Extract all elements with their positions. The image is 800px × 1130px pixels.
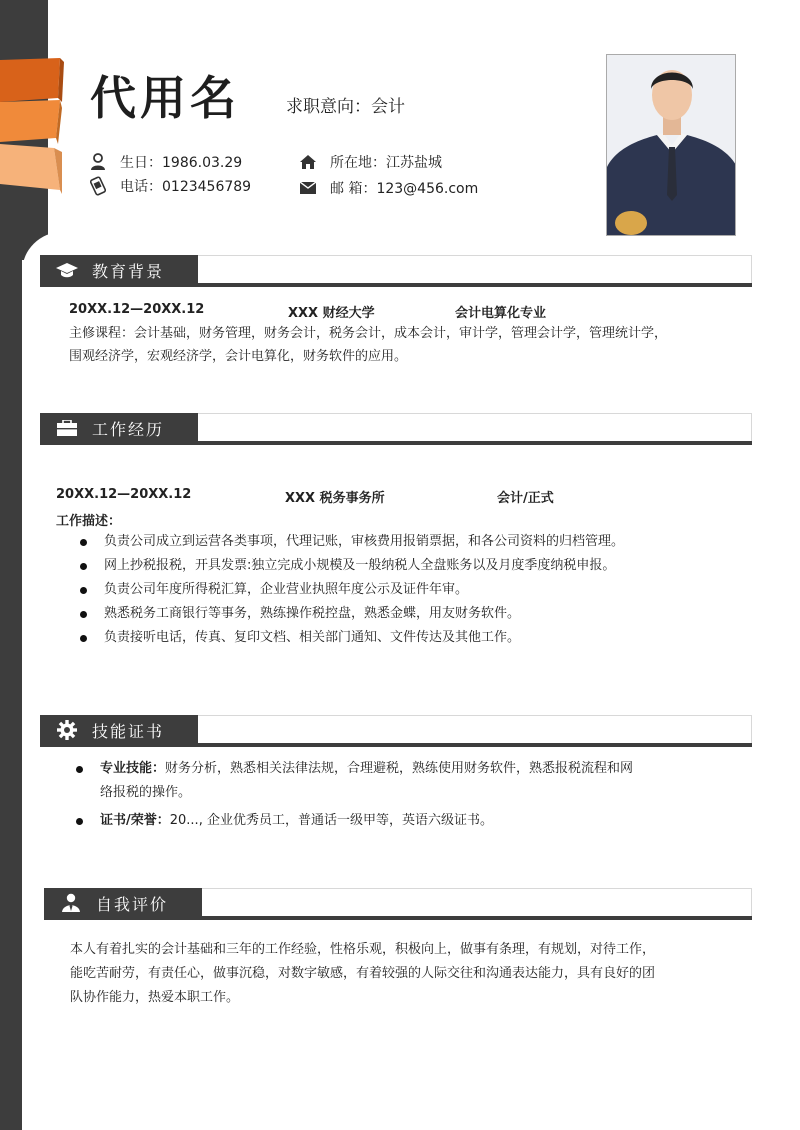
birthday-info — [88, 152, 242, 172]
person-icon — [88, 152, 108, 172]
section-header-line — [40, 743, 752, 747]
education-courses-line1: 主修课程：会计基础，财务管理，财务会计，税务会计，成本会计，审计学，管理会计学，管理统计学， — [69, 326, 668, 341]
email-text: 邮 箱：123@456.com — [330, 181, 479, 197]
person-icon — [60, 892, 82, 914]
mail-icon — [298, 178, 318, 198]
birthday-text: 生日：1986.03.29 — [120, 155, 243, 171]
side-white-area — [22, 260, 52, 1130]
work-desc-label: 工作描述： — [56, 514, 122, 529]
work-position: 会计/正式 — [497, 491, 554, 506]
job-intention: 求职意向：会计 — [286, 97, 405, 117]
graduation-cap-icon — [56, 259, 78, 281]
section-header-line — [44, 916, 752, 920]
list-item: 负责公司成立到运营各类事项，代理记账，审核费用报销票据，和各公司资料的归档管理。 — [80, 530, 624, 554]
self-eval-line1: 本人有着扎实的会计基础和三年的工作经验，性格乐观，积极向上，做事有条理，有规划，对待工作， — [70, 942, 656, 957]
profile-photo — [606, 54, 736, 236]
list-item: 熟悉税务工商银行等事务，熟练操作税控盘，熟悉金蝶，用友财务软件。 — [80, 602, 624, 626]
cert-label: 证书/荣誉： — [100, 813, 170, 828]
pro-skill-label: 专业技能： — [100, 761, 166, 776]
self-eval-line2: 能吃苦耐劳，有责任心，做事沉稳，对数字敏感，有着较强的人际交往和沟通表达能力，具有良好的团 — [70, 966, 656, 981]
skills-tab — [40, 715, 198, 745]
location-info — [298, 152, 442, 172]
education-school: XXX 财经大学 — [288, 306, 375, 321]
briefcase-icon — [56, 417, 78, 439]
phone-info — [88, 176, 251, 196]
skills-list — [76, 757, 633, 833]
section-header-line — [40, 441, 752, 445]
list-item: 网上抄税报税，开具发票:独立完成小规模及一般纳税人全盘账务以及月度季度纳税申报。 — [80, 554, 624, 578]
section-header-box — [198, 715, 752, 745]
education-tab — [40, 255, 198, 285]
section-header-line — [40, 283, 752, 287]
section-header-box — [198, 413, 752, 443]
section-header-box — [198, 255, 752, 285]
skills-title: 技能证书 — [92, 721, 165, 741]
phone-text: 电话：0123456789 — [120, 179, 252, 195]
self-section-header — [40, 888, 752, 920]
pro-skill-text: 财务分析，熟悉相关法律法规，合理避税，熟练使用财务软件，熟悉报税流程和网 — [165, 761, 634, 776]
gear-icon — [56, 719, 78, 741]
orange-ribbon-3 — [0, 144, 64, 184]
list-item — [76, 757, 633, 805]
pro-skill-text-2: 络报税的操作。 — [100, 785, 192, 800]
education-major: 会计电算化专业 — [455, 306, 547, 321]
phone-icon — [88, 176, 108, 196]
education-title: 教育背景 — [92, 261, 165, 281]
orange-ribbon-2 — [0, 100, 64, 140]
orange-ribbon-1 — [0, 58, 64, 98]
work-tab — [40, 413, 198, 443]
section-header-box — [202, 888, 752, 918]
education-section-header — [40, 255, 752, 287]
list-item: 负责接听电话，传真、复印文档、相关部门通知、文件传达及其他工作。 — [80, 626, 624, 650]
skills-section-header — [40, 715, 752, 747]
list-item: 负责公司年度所得税汇算，企业营业执照年度公示及证件年审。 — [80, 578, 624, 602]
home-icon — [298, 152, 318, 172]
email-info — [298, 178, 478, 198]
work-duties-list — [80, 530, 624, 650]
candidate-name: 代用名 — [90, 71, 240, 125]
work-section-header — [40, 413, 752, 445]
location-text: 所在地：江苏盐城 — [330, 155, 442, 171]
work-period: 20XX.12—20XX.12 — [56, 487, 192, 502]
list-item — [76, 809, 633, 833]
education-courses-line2: 围观经济学，宏观经济学，会计电算化，财务软件的应用。 — [69, 349, 408, 364]
work-company: XXX 税务事务所 — [285, 491, 385, 506]
self-title: 自我评价 — [96, 894, 169, 914]
education-period: 20XX.12—20XX.12 — [69, 302, 205, 317]
work-title: 工作经历 — [92, 419, 165, 439]
self-eval-line3: 队协作能力，热爱本职工作。 — [70, 990, 240, 1005]
cert-text: 20..., 企业优秀员工，普通话一级甲等，英语六级证书。 — [169, 813, 493, 828]
self-tab — [44, 888, 202, 918]
